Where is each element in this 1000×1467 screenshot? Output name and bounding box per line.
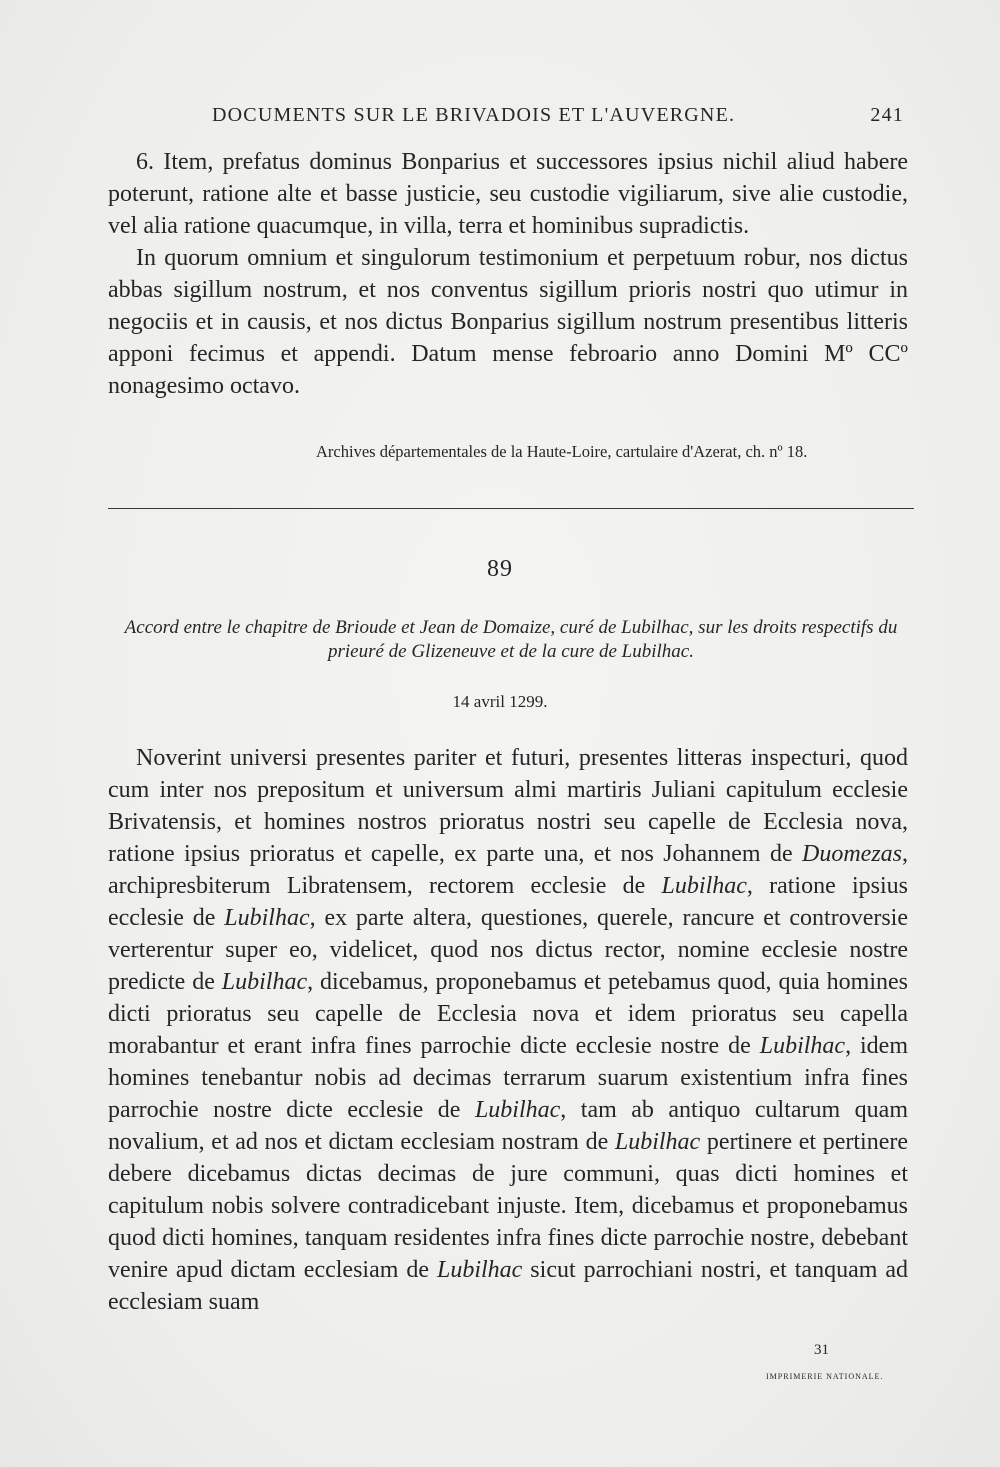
- article-paragraph: 6. Item, prefatus dominus Bonparius et successores ipsius nichil aliud habere poterunt, ratione alte et basse justicie, seu custodie vigiliarum, sive alie custodie, vel alia ratione quacumque, in villa, terra et hominibus supradictis.: [108, 149, 908, 239]
- text-segment: Noverint universi presentes pariter et futuri, presentes litteras inspecturi, quod cum inter nos prepositum et universum almi martiris Juliani capitulum ecclesie Brivatensis, et homines nostros prioratus nostri seu capelle de Ecclesia nova, ratione ipsius prioratus et capelle, ex parte una, et nos Johannem de: [108, 745, 908, 867]
- place-lubilhac: Lubilhac: [221, 969, 308, 995]
- document-body: [108, 742, 908, 1318]
- archive-source-note: Archives départementales de la Haute-Loire, cartulaire d'Azerat, ch. nº 18.: [316, 442, 808, 461]
- text-segment: , archipresbiterum Libratensem, rectorem ecclesie de: [108, 841, 908, 899]
- place-lubilhac: Lubilhac: [474, 1097, 561, 1123]
- signature-mark: 31: [814, 1342, 829, 1358]
- text-segment: , dicebamus, proponebamus et petebamus quod, quia homines dicti prioratus seu capelle de Ecclesia nova et idem prioratus seu capella morabantur et erant infra fines parrochie dicte ecclesie nostre de: [108, 969, 909, 1059]
- running-header: [108, 104, 908, 134]
- text-segment: , idem homines tenebantur nobis ad decimas terrarum suarum existentium infra fines parrochie nostre dicte ecclesie de: [108, 1033, 909, 1123]
- preceding-document-text: [108, 146, 908, 402]
- printer-imprint: IMPRIMERIE NATIONALE.: [766, 1372, 884, 1381]
- place-lubilhac: Lubilhac: [224, 905, 310, 931]
- name-duomezas: Duomezas: [802, 841, 902, 867]
- section-divider: [108, 508, 914, 509]
- text-segment: pertinere et pertinere debere dicebamus dictas decimas de jure communi, quas dicti homines et capitulum nobis solvere contradicebant injuste. Item, dicebamus et proponebamus quod dicti homines, tanquam residentes infra fines dicte parrochie nostre, debebant venire apud dictam ecclesiam de: [108, 1129, 908, 1283]
- place-lubilhac: Lubilhac: [661, 873, 747, 899]
- text-segment: , ex parte altera, questiones, querele, rancure et controversie verterentur super eo, videlicet, quod nos dictus rector, nomine ecclesie nostre predicte de: [108, 905, 909, 995]
- page-number: 241: [870, 104, 904, 126]
- document-title: Accord entre le chapitre de Brioude et Jean de Domaize, curé de Lubilhac, sur les droits respectifs du prieuré de Glizeneuve et de la cure de Lubilhac.: [124, 617, 898, 662]
- place-lubilhac: Lubilhac: [614, 1129, 701, 1155]
- running-title: DOCUMENTS SUR LE BRIVADOIS ET L'AUVERGNE.: [212, 104, 736, 126]
- place-lubilhac: Lubilhac: [437, 1257, 523, 1283]
- text-segment: , ratione ipsius ecclesie de: [108, 873, 908, 931]
- charter-paragraph: [108, 742, 908, 1318]
- text-segment: , tam ab antiquo cultarum quam novalium, et ad nos et dictam ecclesiam nostram de: [108, 1097, 909, 1155]
- document-date: 14 avril 1299.: [452, 692, 548, 711]
- sealing-clause-paragraph: In quorum omnium et singulorum testimonium et perpetuum robur, nos dictus abbas sigillum nostrum, et nos conventus sigillum prioris nostri quo utimur in negociis et in causis, et nos dictus Bonparius sigillum nostrum presentibus litteris apponi fecimus et appendi. Datum mense febroario anno Domini Mº CCº nonagesimo octavo.: [108, 245, 908, 399]
- document-number: 89: [487, 556, 513, 582]
- place-lubilhac: Lubilhac: [759, 1033, 846, 1059]
- text-segment: sicut parrochiani nostri, et tanquam ad ecclesiam suam: [108, 1257, 909, 1315]
